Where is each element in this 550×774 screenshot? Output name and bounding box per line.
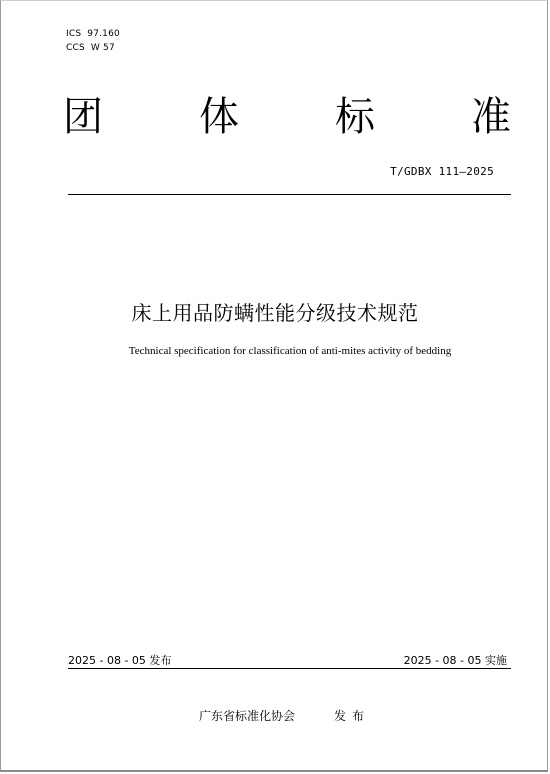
ccs-label: CCS (66, 43, 85, 53)
ccs-line (66, 41, 126, 55)
ics-value: 97.160 (87, 29, 120, 39)
document-number: T/GDBX 111—2025 (390, 165, 494, 178)
publish-date: 2025 - 08 - 05 发布 (68, 654, 172, 667)
header-divider (68, 194, 511, 195)
standard-type-char: 团 (63, 94, 103, 140)
ics-label: ICS (66, 29, 82, 39)
english-title: Technical specification for classification of anti-mites activity of bedding (128, 345, 452, 357)
publishing-organization: 广东省标准化协会 (199, 709, 296, 723)
footer-divider (68, 668, 511, 669)
chinese-title: 床上用品防螨性能分级技术规范 (131, 301, 419, 325)
standard-type-heading (63, 93, 511, 141)
classification-codes (66, 27, 126, 55)
ccs-value: W 57 (90, 43, 115, 53)
publish-label: 发布 (334, 709, 371, 723)
standard-type-char: 标 (335, 94, 375, 140)
ics-line (66, 27, 126, 41)
standard-type-char: 体 (199, 94, 239, 140)
standard-type-char: 准 (471, 94, 511, 140)
implementation-date: 2025 - 08 - 05 实施 (403, 654, 507, 667)
